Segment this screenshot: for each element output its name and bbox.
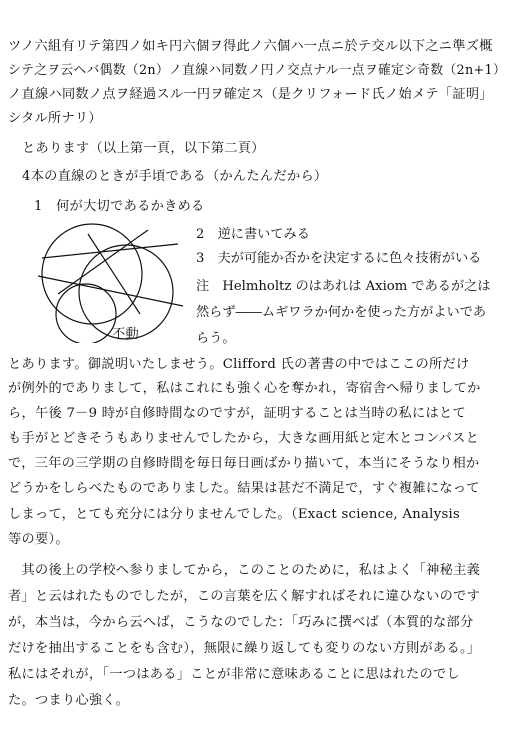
body-line-8: 等の要）。 <box>8 532 69 547</box>
figure-line-1 <box>42 244 178 258</box>
figure-line-2 <box>38 276 183 306</box>
header-line-3: ノ直線ハ同数ノ点ヲ経過スル一円ヲ確定ス（是クリフォード氏ノ始メテ「証明」 <box>8 87 493 102</box>
figure-label: 不動 <box>112 327 139 342</box>
body-line-1: とあります。御説明いたしませう。Clifford 氏の著書の中ではここの所だけ <box>8 357 470 372</box>
body-line-6: どうかをしらべたものでありました。結果は甚だ不満足で，すぐ複雑になって <box>8 481 480 496</box>
quote-end: とあります（以上第一頁，以下第二頁） <box>22 141 265 156</box>
body-line-9: 其の後上の学校へ参りましてから，このことのために，私はよく「神秘主義 <box>8 563 481 578</box>
body-line-2: が例外的でありまして，私はこれにも強く心を奪かれ，寄宿舎へ帰りましてか <box>8 381 481 396</box>
header-line-2: シテ之ヲ云ヘバ偶数（2n）ノ直線ハ同数ノ円ノ交点ナル一点ヲ確定シ奇数（2n+1） <box>8 63 507 78</box>
body-line-12: だけを抽出することをも含む），無限に繰り返しても変りのない方則がある。」 <box>8 641 481 656</box>
item-3-line-3: 然らず――ムギワラか何かを使った方がよいであ <box>196 305 487 320</box>
header-line-1: ツノ六組有リテ第四ノ如キ円六個ヲ得此ノ六個ハ一点ニ於テ交ル以下之ニ準ズ概 <box>8 39 493 54</box>
item-3-line-1: 3 夫が可能か否かを決定するに色々技術がいる <box>196 251 482 266</box>
body-line-5: で，三年の三学期の自修時間を毎日毎日画ばかり描いて，本当にそうなり相か <box>8 456 480 471</box>
body-line-4: も手がとどきそうもありませんでしたから，大きな画用紙と定木とコンパスと <box>8 431 480 446</box>
figure-line-3 <box>58 230 148 294</box>
item-3-line-4: らう。 <box>196 331 236 346</box>
item-2: 2 逆に書いてみる <box>196 227 310 242</box>
body-line-7: しまって，とても充分には分りませんでした。（Exact science, Analysis <box>8 507 461 522</box>
figure-circle-bottom <box>56 284 116 343</box>
body-line-14: た。つまり心強く。 <box>8 693 130 708</box>
heading-four-lines: 4本の直線のときが手頃である（かんたんだから） <box>22 169 328 184</box>
item-3-line-2: 注 Helmholtz のはあれは Axiom であるが之は <box>196 279 491 294</box>
header-line-4: シタル所ナリ） <box>8 111 102 126</box>
body-line-11: が，本当は，今から云へば，こうなのでした：「巧みに撰べば（本質的な部分 <box>8 615 474 630</box>
body-line-13: 私にはそれが，「一つはある」ことが非常に意味あることに思はれたのでし <box>8 667 460 682</box>
clifford-circles-figure <box>28 218 193 343</box>
body-line-10: 者」と云はれたものでしたが，この言葉を広く解すればそれに違ひないのです <box>8 589 481 604</box>
item-1: 1 何が大切であるかきめる <box>34 199 205 214</box>
body-line-3: ら，午後 7－9 時が自修時間なのですが，証明することは当時の私にはとて <box>8 406 466 421</box>
